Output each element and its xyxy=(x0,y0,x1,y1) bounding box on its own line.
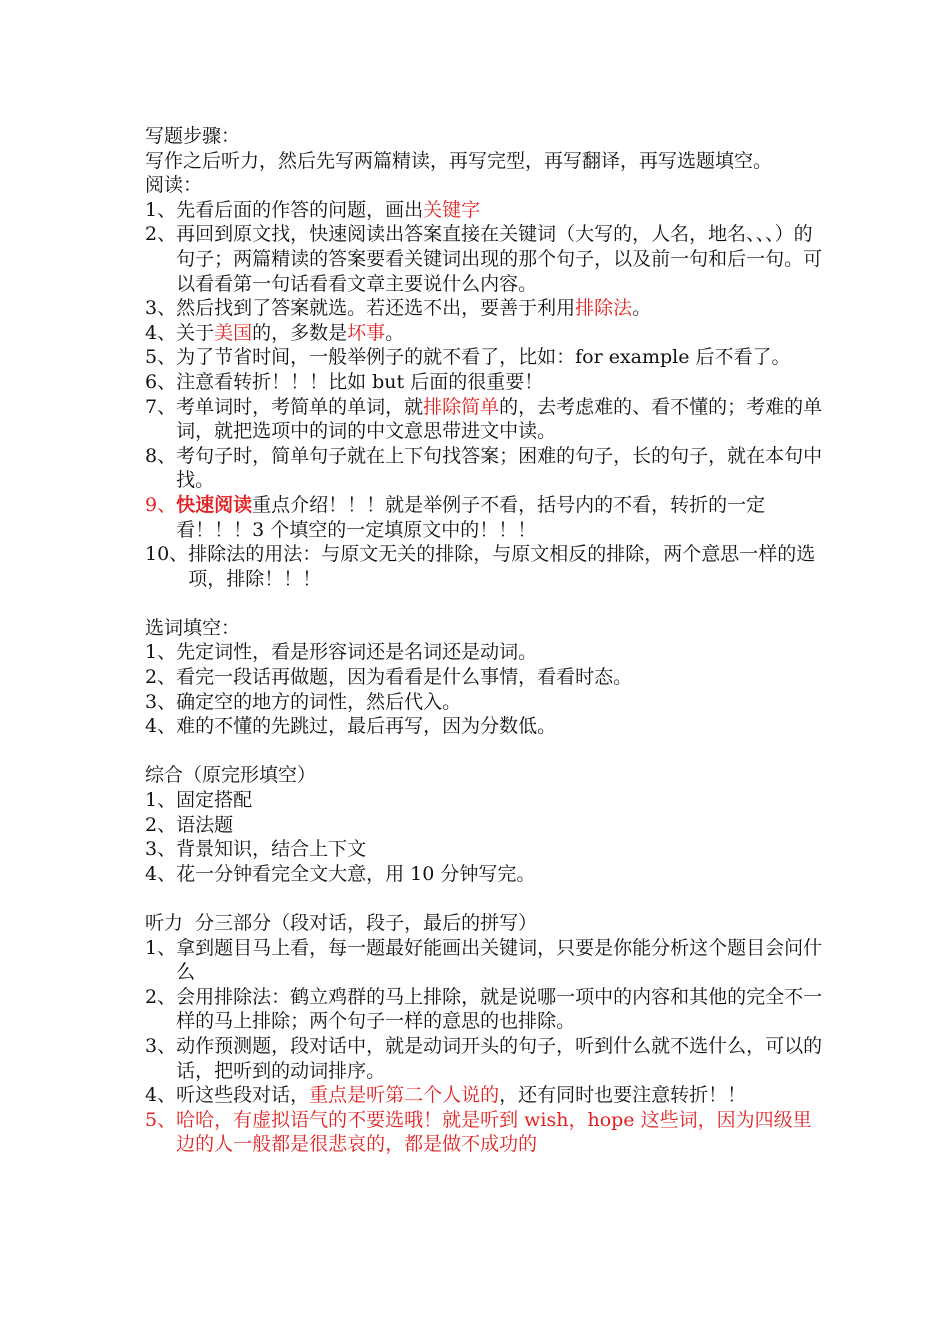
item-text: 看完一段话再做题，因为看看是什么事情，看看时态。 xyxy=(176,666,633,689)
item-number: 3、 xyxy=(145,838,177,861)
item-number: 3、 xyxy=(145,1034,177,1057)
listening-item-3 xyxy=(145,1034,830,1083)
item-number: 4、 xyxy=(145,321,177,344)
cloze-item-3 xyxy=(145,690,830,715)
item-number: 2、 xyxy=(145,223,177,246)
item-number: 9、 xyxy=(145,493,177,516)
listening-item-4 xyxy=(145,1083,830,1108)
section-gap xyxy=(145,591,830,616)
item-text: 听这些段对话， xyxy=(176,1084,310,1107)
reading-item-8 xyxy=(145,444,830,493)
item-text: 确定空的地方的词性，然后代入。 xyxy=(176,690,462,713)
item-number: 4、 xyxy=(145,862,177,885)
reading-item-5 xyxy=(145,345,830,370)
comprehensive-item-3 xyxy=(145,837,830,862)
item-text: 为了节省时间，一般举例子的就不看了，比如：for example 后不看了。 xyxy=(176,346,791,369)
comprehensive-item-2 xyxy=(145,813,830,838)
reading-item-10 xyxy=(145,542,830,591)
item-text: 语法题 xyxy=(176,813,234,836)
item-number: 8、 xyxy=(145,444,177,467)
item-text: 先定词性，看是形容词还是名词还是动词。 xyxy=(176,641,538,664)
item-text-end: ，还有同时也要注意转折！！ xyxy=(499,1084,747,1107)
item-text: 然后找到了答案就选。若还选不出，要善于利用 xyxy=(176,297,576,320)
cloze-item-4 xyxy=(145,714,830,739)
listening-item-5 xyxy=(145,1108,830,1157)
item-text: 难的不懂的先跳过，最后再写，因为分数低。 xyxy=(176,715,557,738)
item-text: 花一分钟看完全文大意，用 10 分钟写完。 xyxy=(176,862,536,885)
item-text: 拿到题目马上看，每一题最好能画出关键词，只要是你能分析这个题目会问什么 xyxy=(176,936,823,984)
cloze-title: 选词填空： xyxy=(145,616,241,639)
reading-item-1 xyxy=(145,198,830,223)
reading-item-9 xyxy=(145,493,830,542)
item-text-end: 的，去考虑难的、看不懂的；考难的单词，就把选项中的词的中文意思带进文中读。 xyxy=(176,395,823,443)
item-number: 1、 xyxy=(145,641,177,664)
writing-steps-intro: 写作之后听力，然后先写两篇精读，再写完型，再写翻译，再写选题填空。 xyxy=(145,149,773,172)
highlight-elimination: 排除法 xyxy=(575,297,633,320)
item-text: 先看后面的作答的问题，画出 xyxy=(176,198,424,221)
item-text: 动作预测题，段对话中，就是动词开头的句子，听到什么就不选什么，可以的话，把听到的动词排序。 xyxy=(176,1034,823,1082)
highlight-exclude-simple: 排除简单 xyxy=(423,395,500,418)
item-text: 排除法的用法：与原文无关的排除，与原文相反的排除，两个意思一样的选项，排除！！！ xyxy=(188,543,816,590)
item-number: 10、 xyxy=(145,543,189,566)
item-text-mid: 的，多数是 xyxy=(252,321,348,344)
highlight-subjunctive-note: 哈哈，有虚拟语气的不要选哦！就是听到 wish，hope 这些词，因为四级里边的人一般都是很悲哀的，都是做不成功的 xyxy=(176,1108,812,1156)
comprehensive-item-4 xyxy=(145,862,830,887)
listening-item-2 xyxy=(145,985,830,1034)
reading-item-4 xyxy=(145,321,830,346)
item-number: 2、 xyxy=(145,666,177,689)
item-text: 注意看转折！！！比如 but 后面的很重要！ xyxy=(176,370,544,393)
item-number: 3、 xyxy=(145,690,177,713)
comprehensive-title: 综合（原完形填空） xyxy=(145,764,317,787)
comprehensive-item-1 xyxy=(145,788,830,813)
item-text: 再回到原文找，快速阅读出答案直接在关键词（大写的，人名，地名、、、）的句子；两篇精读的答案要看关键词出现的那个句子，以及前一句和后一句。可以看看第一句话看看文章主要说什么内容。 xyxy=(176,223,823,295)
reading-item-3 xyxy=(145,296,830,321)
item-text: 重点介绍！！！就是举例子不看，括号内的不看，转折的一定看！！！3 个填空的一定填原文中的！！！ xyxy=(176,493,766,541)
item-number: 4、 xyxy=(145,1084,177,1107)
reading-item-6 xyxy=(145,370,830,395)
item-number: 2、 xyxy=(145,813,177,836)
item-number: 1、 xyxy=(145,198,177,221)
item-text: 考单词时，考简单的单词，就 xyxy=(176,395,424,418)
reading-item-7 xyxy=(145,395,830,444)
section-gap xyxy=(145,739,830,764)
section-gap xyxy=(145,886,830,911)
listening-title: 听力 分三部分（段对话，段子，最后的拼写） xyxy=(145,912,538,934)
item-number: 5、 xyxy=(145,1108,177,1131)
cloze-item-1 xyxy=(145,640,830,665)
item-text: 背景知识，结合上下文 xyxy=(176,838,367,861)
item-text-end: 。 xyxy=(632,297,652,320)
item-number: 3、 xyxy=(145,297,177,320)
highlight-keyword: 关键字 xyxy=(423,198,481,221)
item-number: 5、 xyxy=(145,346,177,369)
writing-steps-title: 写题步骤： xyxy=(145,125,241,147)
highlight-usa: 美国 xyxy=(214,321,253,344)
highlight-fast-reading: 快速阅读 xyxy=(176,493,253,516)
highlight-second-speaker: 重点是听第二个人说的 xyxy=(309,1084,500,1107)
listening-item-1 xyxy=(145,936,830,985)
item-text: 考句子时，简单句子就在上下句找答案；困难的句子，长的句子，就在本句中找。 xyxy=(176,444,823,492)
item-text: 关于 xyxy=(176,321,215,344)
cloze-item-2 xyxy=(145,665,830,690)
item-text: 会用排除法：鹤立鸡群的马上排除，就是说哪一项中的内容和其他的完全不一样的马上排除；两个句子一样的意思的也排除。 xyxy=(176,985,823,1033)
item-text-end: 。 xyxy=(385,321,405,344)
item-number: 4、 xyxy=(145,715,177,738)
reading-item-2 xyxy=(145,222,830,296)
reading-title: 阅读： xyxy=(145,174,203,197)
highlight-bad-things: 坏事 xyxy=(347,321,386,344)
item-number: 2、 xyxy=(145,985,177,1008)
item-number: 1、 xyxy=(145,789,177,812)
item-text: 固定搭配 xyxy=(176,789,253,812)
item-number: 6、 xyxy=(145,370,177,393)
item-number: 1、 xyxy=(145,936,177,959)
item-number: 7、 xyxy=(145,395,177,418)
